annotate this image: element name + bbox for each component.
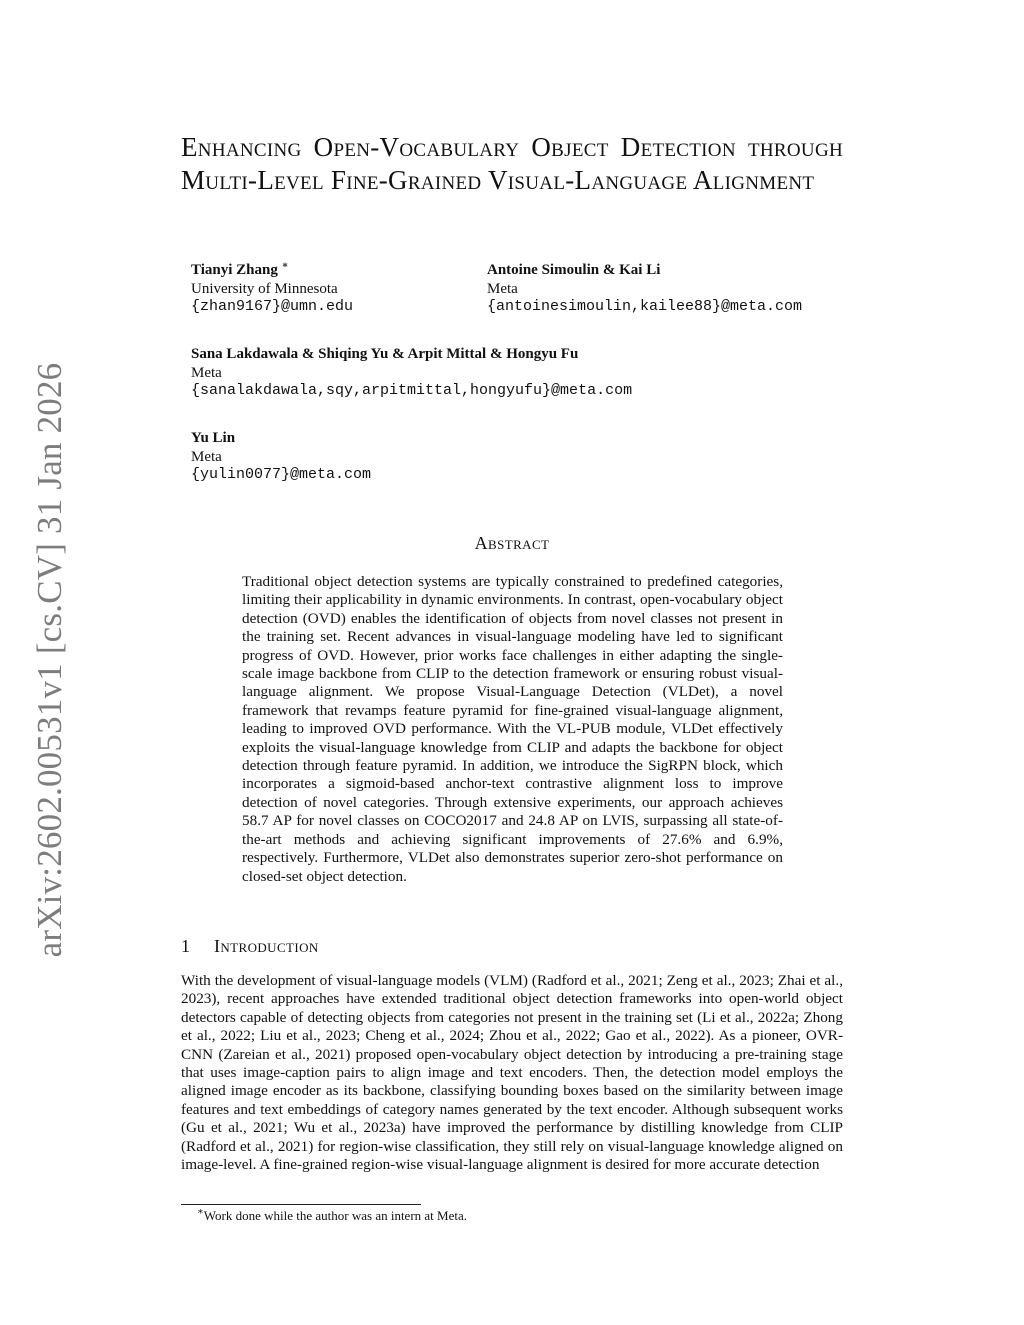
author-email: {sanalakdawala,sqy,arpitmittal,hongyufu}@meta.com xyxy=(191,382,633,399)
author-email: {yulin0077}@meta.com xyxy=(191,466,372,483)
author-names: Antoine Simoulin & Kai Li xyxy=(487,262,661,278)
author-block-2 xyxy=(487,261,802,317)
author-affiliation: Meta xyxy=(487,280,518,297)
abstract-text: Traditional object detection systems are typically constrained to predefined categories, limiting their applicability in dynamic environments. In contrast, open-vocabulary object detection (OVD) enables the identification of objects from novel classes not present in the training set. Recent advances in visual-language modeling have led to significant progress of OVD. However, prior works face challenges in either adapting the single-scale image backbone from CLIP to the detection framework or ensuring robust visual-language alignment. We propose Visual-Language Detection (VLDet), a novel framework that revamps feature pyramid for fine-grained visual-language alignment, leading to improved OVD performance. With the VL-PUB module, VLDet effectively exploits the visual-language knowledge from CLIP and adapts the backbone for object detection through feature pyramid. In addition, we introduce the SigRPN block, which incorporates a sigmoid-based anchor-text contrastive alignment loss to improve detection of novel categories. Through extensive experiments, our approach achieves 58.7 AP for novel classes on COCO2017 and 24.8 AP on LVIS, surpassing all state-of-the-art methods and achieving significant improvements of 27.6% and 6.9%, respectively. Furthermore, VLDet also demonstrates superior zero-shot performance on closed-set object detection. xyxy=(242,573,783,885)
author-names xyxy=(191,261,353,280)
introduction-text: With the development of visual-language models (VLM) (Radford et al., 2021; Zeng et al., 2023; Zhai et al., 2023), recent approaches have extended traditional object detection frameworks into open-world object detectors capable of detecting objects from categories not present in the training set (Li et al., 2022a; Zhong et al., 2022; Liu et al., 2023; Cheng et al., 2024; Zhou et al., 2022; Gao et al., 2022). As a pioneer, OVR-CNN (Zareian et al., 2021) proposed open-vocabulary object detection by introducing a pre-training stage that uses image-caption pairs to align image and text encoders. Then, the detection model employs the aligned image encoder as its backbone, classifying bounding boxes based on the similarity between image features and text embeddings of category names generated by the text encoder. Although subsequent works (Gu et al., 2021; Wu et al., 2023a) have improved the performance by distilling knowledge from CLIP (Radford et al., 2021) for region-wise classification, they still rely on visual-language knowledge aligned on image-level. A fine-grained region-wise visual-language alignment is desired for more accurate detection xyxy=(181,972,843,1174)
footnote-marker: ∗ xyxy=(197,1206,204,1218)
author-email: {antoinesimoulin,kailee88}@meta.com xyxy=(487,298,803,315)
author-affiliation: Meta xyxy=(191,448,222,465)
author-affiliation: University of Minnesota xyxy=(191,280,338,297)
footnote-text: Work done while the author was an intern at Meta. xyxy=(203,1208,468,1223)
section-title: Introduction xyxy=(214,936,319,956)
author-names-text: Tianyi Zhang xyxy=(191,262,278,278)
section-heading-introduction xyxy=(181,936,319,957)
author-block-1 xyxy=(191,261,353,317)
author-affiliation: Meta xyxy=(191,364,222,381)
section-number: 1 xyxy=(181,936,191,956)
footnote-marker: ∗ xyxy=(281,260,289,271)
footnote-divider xyxy=(181,1204,421,1205)
author-block-3 xyxy=(191,345,632,401)
author-names: Sana Lakdawala & Shiqing Yu & Arpit Mittal & Hongyu Fu xyxy=(191,346,579,362)
author-names: Yu Lin xyxy=(191,430,236,446)
paper-title: Enhancing Open-Vocabulary Object Detection through Multi-Level Fine-Grained Visual-Language Alignment xyxy=(181,132,843,195)
footnote xyxy=(197,1208,467,1224)
arxiv-identifier-stamp: arXiv:2602.00531v1 [cs.CV] 31 Jan 2026 xyxy=(30,362,69,958)
author-email: {zhan9167}@umn.edu xyxy=(191,298,354,315)
author-block-4 xyxy=(191,429,371,485)
abstract-heading: Abstract xyxy=(474,533,550,553)
